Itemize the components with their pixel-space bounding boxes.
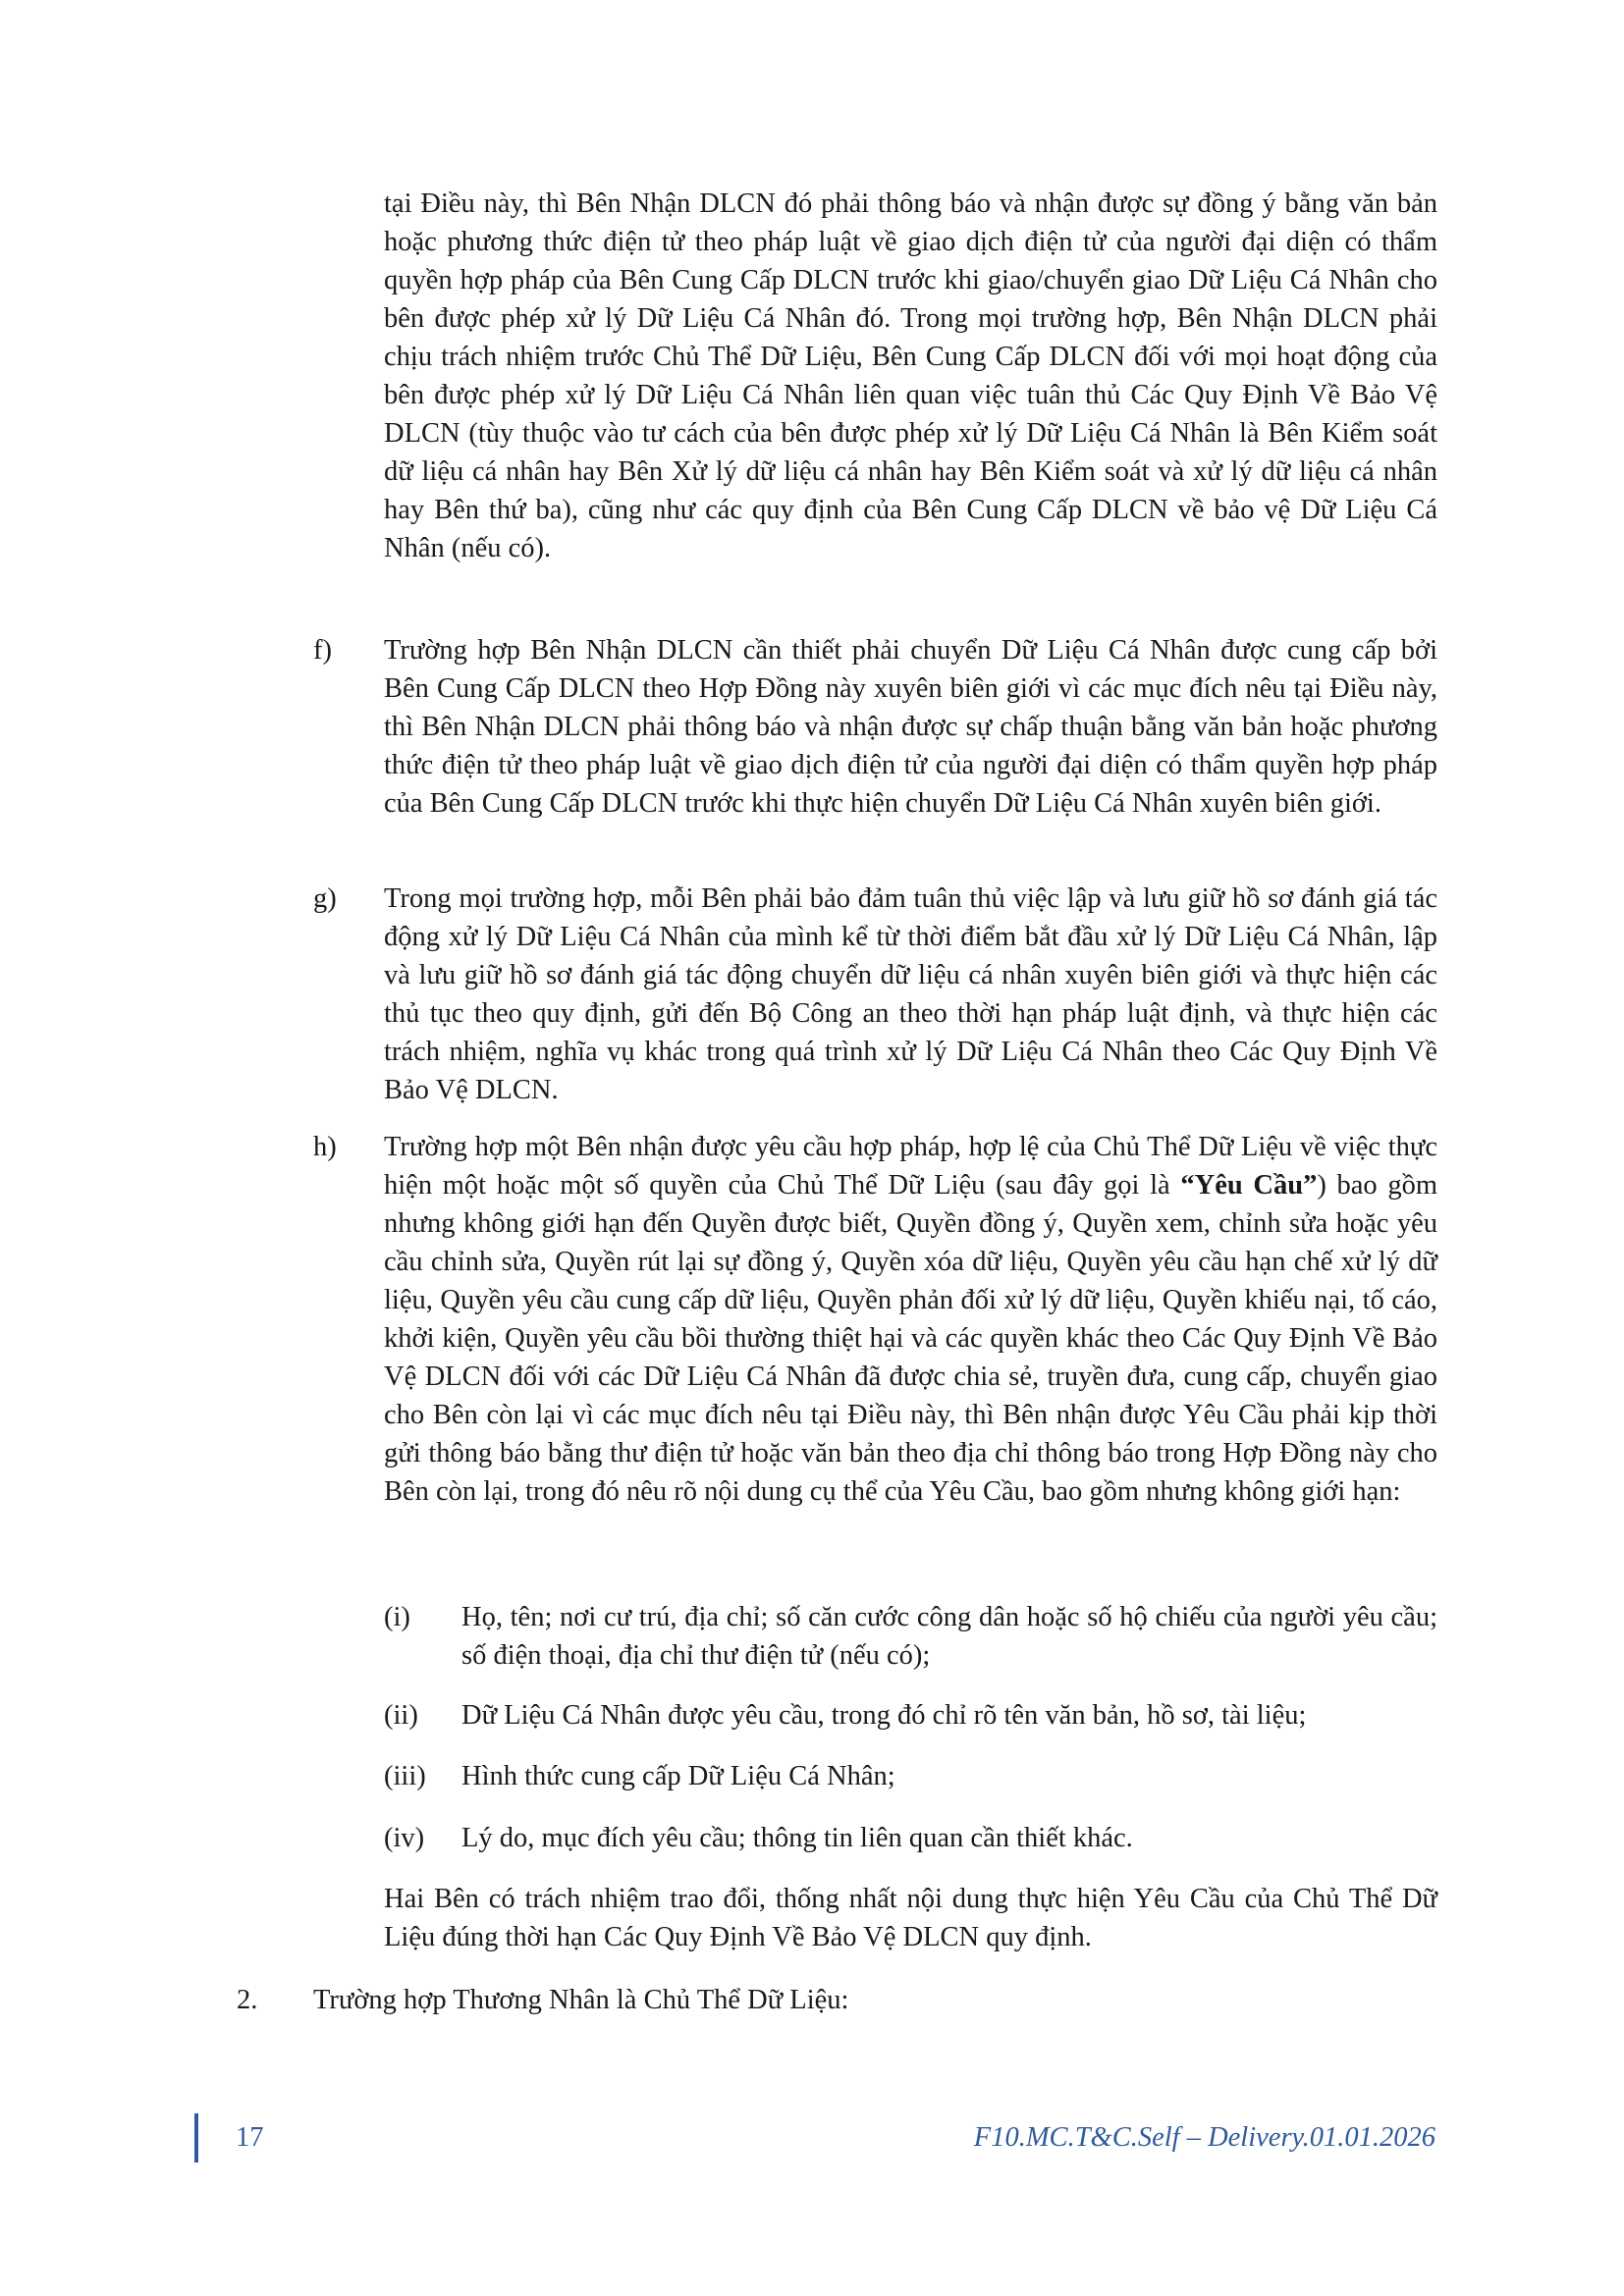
defined-term: “Yêu Cầu” (1180, 1170, 1318, 1201)
item-h-text-before: Trường hợp một Bên nhận được yêu cầu hợp pháp, hợp lệ của Chủ Thể Dữ Liệu về việc thực hiện một hoặc một số quyền của Chủ Thể Dữ Liệu (sau đây gọi là (384, 1132, 1437, 1201)
item-h-text-after: ) bao gồm nhưng không giới hạn đến Quyền được biết, Quyền đồng ý, Quyền xem, chỉnh sửa hoặc yêu cầu chỉnh sửa, Quyền rút lại sự đồng ý, Quyền xóa dữ liệu, Quyền yêu cầu hạn chế xử lý dữ liệu, Quyền yêu cầu cung cấp dữ liệu, Quyền phản đối xử lý dữ liệu, Quyền khiếu nại, tố cáo, khởi kiện, Quyền yêu cầu bồi thường thiệt hại và các quyền khác theo Các Quy Định Về Bảo Vệ DLCN đối với các Dữ Liệu Cá Nhân đã được chia sẻ, truyền đưa, cung cấp, chuyển giao cho Bên còn lại vì các mục đích nêu tại Điều này, thì Bên nhận được Yêu Cầu phải kịp thời gửi thông báo bằng thư điện tử hoặc văn bản theo địa chỉ thông báo trong Hợp Đồng này cho Bên còn lại, trong đó nêu rõ nội dung cụ thể của Yêu Cầu, bao gồm nhưng không giới hạn: (384, 1170, 1438, 1507)
item-g-text: Trong mọi trường hợp, mỗi Bên phải bảo đảm tuân thủ việc lập và lưu giữ hồ sơ đánh giá tác động xử lý Dữ Liệu Cá Nhân của mình kể từ thời điểm bắt đầu xử lý Dữ Liệu Cá Nhân, lập và lưu giữ hồ sơ đánh giá tác động chuyển dữ liệu cá nhân xuyên biên giới và thực hiện các thủ tục theo quy định, gửi đến Bộ Công an theo thời hạn pháp luật định, và thực hiện các trách nhiệm, nghĩa vụ khác trong quá trình xử lý Dữ Liệu Cá Nhân theo Các Quy Định Về Bảo Vệ DLCN. (384, 883, 1437, 1105)
subitem-iii-text: Hình thức cung cấp Dữ Liệu Cá Nhân; (461, 1761, 895, 1791)
item-f-text: Trường hợp Bên Nhận DLCN cần thiết phải chuyển Dữ Liệu Cá Nhân được cung cấp bởi Bên Cung Cấp DLCN theo Hợp Đồng này xuyên biên giới vì các mục đích nêu tại Điều này, thì Bên Nhận DLCN phải thông báo và nhận được sự chấp thuận bằng văn bản hoặc phương thức điện tử theo pháp luật về giao dịch điện tử của người đại diện có thẩm quyền hợp pháp của Bên Cung Cấp DLCN trước khi thực hiện chuyển Dữ Liệu Cá Nhân xuyên biên giới. (384, 635, 1437, 819)
item-h-closing: Hai Bên có trách nhiệm trao đổi, thống nhất nội dung thực hiện Yêu Cầu của Chủ Thể Dữ Liệu đúng thời hạn Các Quy Định Về Bảo Vệ DLCN quy định. (384, 1884, 1437, 1952)
footer-page-number: 17 (236, 2122, 264, 2153)
footer-document-code: F10.MC.T&C.Self – Delivery.01.01.2026 (973, 2122, 1435, 2153)
item-h-label: h) (313, 1132, 337, 1162)
item-2-text: Trường hợp Thương Nhân là Chủ Thể Dữ Liệu: (313, 1985, 849, 2015)
item-h-text (384, 1128, 1437, 1511)
subitem-ii-label: (ii) (384, 1700, 418, 1731)
item-g-label: g) (313, 883, 337, 914)
subitem-i-text: Họ, tên; nơi cư trú, địa chỉ; số căn cước công dân hoặc số hộ chiếu của người yêu cầu; số điện thoại, địa chỉ thư điện tử (nếu có); (461, 1602, 1437, 1671)
subitem-iii-label: (iii) (384, 1761, 426, 1791)
item-f-label: f) (313, 635, 332, 666)
subitem-iv-text: Lý do, mục đích yêu cầu; thông tin liên quan cần thiết khác. (461, 1823, 1133, 1853)
continuation-paragraph: tại Điều này, thì Bên Nhận DLCN đó phải thông báo và nhận được sự đồng ý bằng văn bản hoặc phương thức điện tử theo pháp luật về giao dịch điện tử của người đại diện có thẩm quyền hợp pháp của Bên Cung Cấp DLCN trước khi giao/chuyển giao Dữ Liệu Cá Nhân cho bên được phép xử lý Dữ Liệu Cá Nhân đó. Trong mọi trường hợp, Bên Nhận DLCN phải chịu trách nhiệm trước Chủ Thể Dữ Liệu, Bên Cung Cấp DLCN đối với mọi hoạt động của bên được phép xử lý Dữ Liệu Cá Nhân liên quan việc tuân thủ Các Quy Định Về Bảo Vệ DLCN (tùy thuộc vào tư cách của bên được phép xử lý Dữ Liệu Cá Nhân là Bên Kiểm soát dữ liệu cá nhân hay Bên Xử lý dữ liệu cá nhân hay Bên Kiểm soát và xử lý dữ liệu cá nhân hay Bên thứ ba), cũng như các quy định của Bên Cung Cấp DLCN về bảo vệ Dữ Liệu Cá Nhân (nếu có). (384, 188, 1437, 563)
subitem-ii-text: Dữ Liệu Cá Nhân được yêu cầu, trong đó chỉ rõ tên văn bản, hồ sơ, tài liệu; (461, 1700, 1307, 1731)
footer-accent-bar (194, 2113, 198, 2163)
item-2-label: 2. (237, 1985, 258, 2015)
subitem-iv-label: (iv) (384, 1823, 425, 1853)
subitem-i-label: (i) (384, 1602, 410, 1632)
